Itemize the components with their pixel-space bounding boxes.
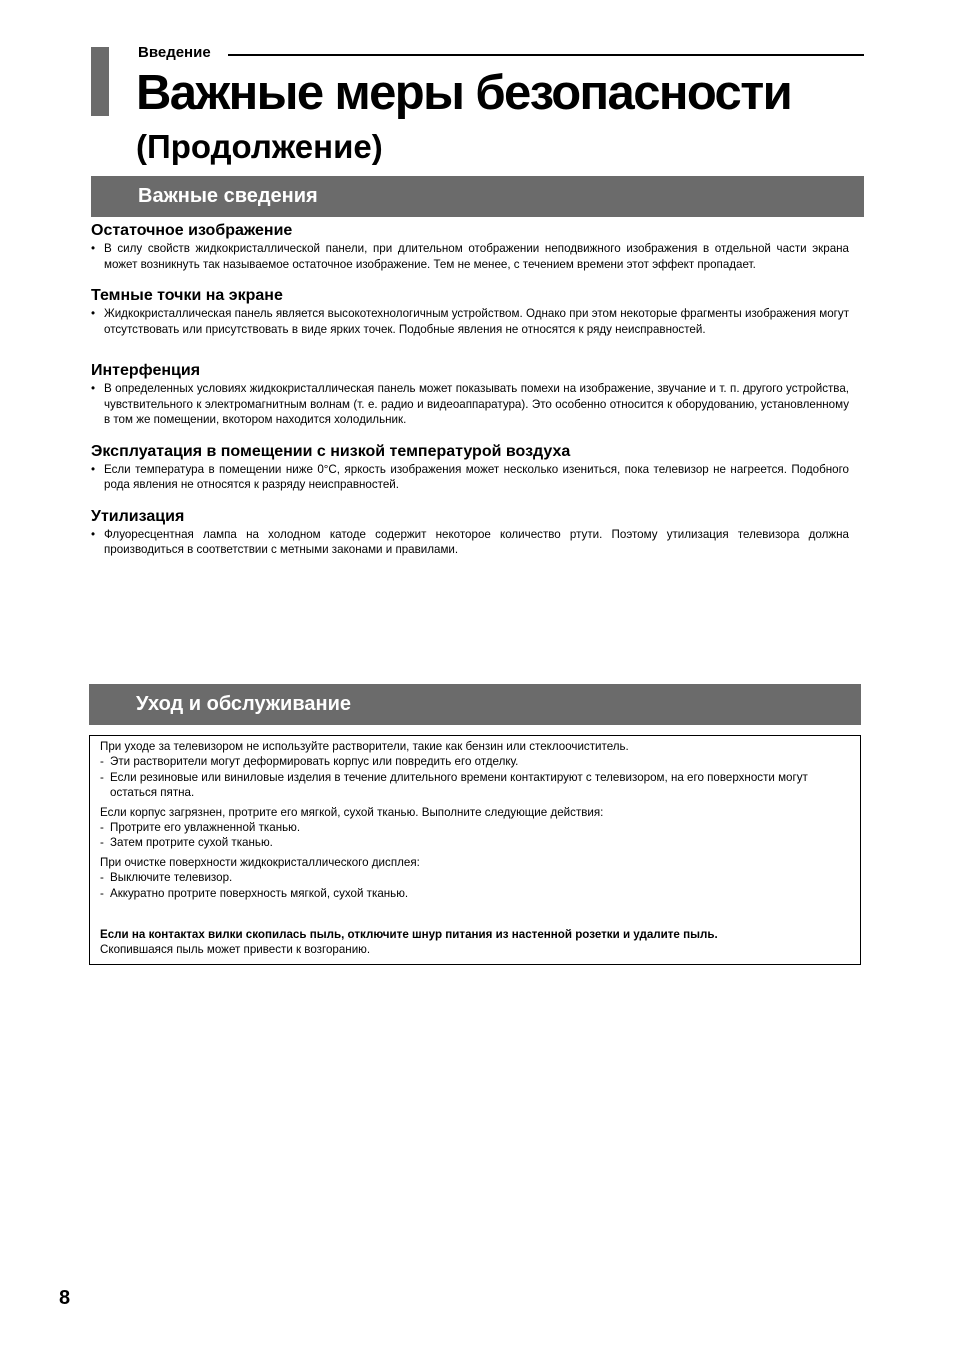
care-dash-item: - Выключите телевизор. <box>100 870 850 885</box>
care-dash-item: - Затем протрите сухой тканью. <box>100 835 850 850</box>
care-intro-cleaning: Если корпус загрязнен, протрите его мягкой, сухой тканью. Выполните следующие действия: <box>100 805 604 819</box>
info-item-title: Интерфенция <box>91 362 201 379</box>
important-info-content <box>91 221 849 572</box>
info-item-interference <box>91 361 849 428</box>
page-subtitle: (Продолжение) <box>136 128 383 165</box>
section-label: Введение <box>138 44 211 61</box>
care-intro-solvents: При уходе за телевизором не используйте растворители, такие как бензин или стеклоочиститель. <box>100 740 629 753</box>
care-warning-note: Скопившаяся пыль может привести к возгоранию. <box>100 943 371 957</box>
info-item-afterimage <box>91 221 849 272</box>
page-number: 8 <box>59 1287 71 1309</box>
care-dash-item: - Протрите его увлажненной тканью. <box>100 820 850 835</box>
info-item-title: Утилизация <box>91 507 185 525</box>
care-heading: Уход и обслуживание <box>89 684 861 725</box>
care-dash-item: - Эти растворители могут деформировать корпус или повредить его отделку. <box>100 754 850 769</box>
care-intro-display: При очистке поверхности жидкокристаллического дисплея: <box>100 855 420 869</box>
info-item-title: Остаточное изображение <box>91 222 293 239</box>
section-rule <box>228 54 864 56</box>
important-info-heading: Важные сведения <box>91 176 864 217</box>
info-item-disposal <box>91 507 849 558</box>
info-item-text: • Жидкокристаллическая панель является высокотехнологичным устройством. Однако при этом некоторые фрагменты изображения могут отсутствовать или присутствовать в виде ярких точек. Подобные явления не относятся к ряду неисправностей. <box>91 306 849 337</box>
page-title: Важные меры безопасности <box>136 66 792 120</box>
info-item-text: • В определенных условиях жидкокристаллическая панель может показывать помехи на изображение, звучание и т. п. другого устройства, чувствительного к электромагнитным волнам (т. е. радио и видеоаппаратура). Это особенно относится к оборудованию, установленному в том же помещении, вкотором находится холодильник. <box>91 381 849 428</box>
care-box <box>89 735 861 965</box>
info-item-text: • Флуоресцентная лампа на холодном катоде содержит некоторое количество ртути. Поэтому утилизация телевизора должна производиться в соответствии с метными законами и правилами. <box>91 527 849 558</box>
info-item-text: • В силу свойств жидкокристаллической панели, при длительном отображении неподвижного изображения в отдельной части экрана может возникнуть так называемое остаточное изображение. Тем не менее, с течением времени этот эффект пропадает. <box>91 241 849 272</box>
info-item-title: Темные точки на экране <box>91 287 283 304</box>
info-item-title: Эксплуатация в помещении с низкой температурой воздуха <box>91 442 571 460</box>
care-dash-item: - Если резиновые или виниловые изделия в течение длительного времени контактируют с телевизором, на его поверхности могут остаться пятна. <box>100 770 850 801</box>
info-item-low-temperature <box>91 442 849 493</box>
care-warning: Если на контактах вилки скопилась пыль, отключите шнур питания из настенной розетки и удалите пыль. <box>100 928 718 942</box>
header-accent-bar <box>91 47 109 116</box>
info-item-dark-dots <box>91 286 849 337</box>
care-dash-item: - Аккуратно протрите поверхность мягкой, сухой тканью. <box>100 886 850 901</box>
info-item-text: • Если температура в помещении ниже 0°C, яркость изображения может несколько изениться, пока телевизор не нагреется. Подобного рода явления не относятся к разряду неисправностей. <box>91 462 849 493</box>
